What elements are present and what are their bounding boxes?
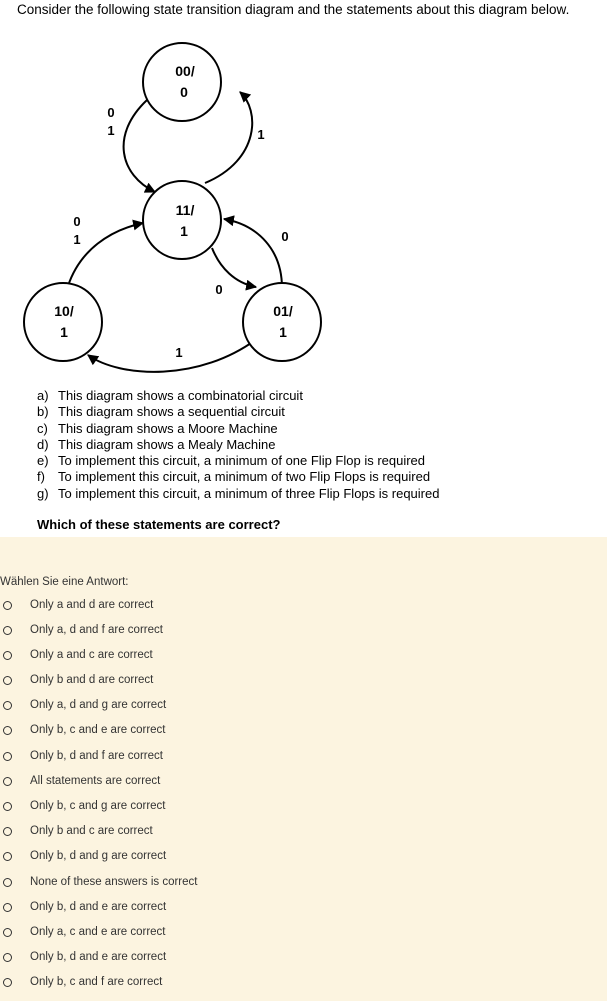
radio-button[interactable] xyxy=(3,651,12,660)
edge-s00-s11-left xyxy=(124,100,155,192)
state-01 xyxy=(243,283,321,361)
answer-option[interactable]: Only b, d and g are correct xyxy=(0,845,300,867)
answer-option[interactable]: Only b, d and f are correct xyxy=(0,745,300,767)
state-00 xyxy=(143,43,221,121)
state-11-output: 1 xyxy=(180,223,188,239)
answer-option[interactable]: Only a and d are correct xyxy=(0,594,300,616)
answer-option[interactable]: Only b, c and f are correct xyxy=(0,971,300,993)
edge-label: 1 xyxy=(73,232,81,247)
edge-s01-s10 xyxy=(88,338,258,372)
radio-button[interactable] xyxy=(3,601,12,610)
answer-option[interactable]: Only b, d and e are correct xyxy=(0,946,300,968)
answer-option[interactable]: Only b, d and e are correct xyxy=(0,896,300,918)
state-11-label: 11/ xyxy=(175,202,195,218)
statement-item: a) This diagram shows a combinatorial circuit xyxy=(37,388,303,403)
radio-button[interactable] xyxy=(3,978,12,987)
answer-option[interactable]: Only b and d are correct xyxy=(0,669,300,691)
radio-button[interactable] xyxy=(3,777,12,786)
state-01-output: 1 xyxy=(279,324,287,340)
state-01-label: 01/ xyxy=(273,303,293,319)
state-00-label: 00/ xyxy=(175,63,195,79)
answer-option[interactable]: None of these answers is correct xyxy=(0,871,300,893)
state-transition-diagram xyxy=(0,0,607,390)
statement-item: f) To implement this circuit, a minimum of two Flip Flops is required xyxy=(37,469,431,485)
statement-item: d) This diagram shows a Mealy Machine xyxy=(37,436,276,452)
answer-option[interactable]: All statements are correct xyxy=(0,770,300,792)
answer-option[interactable]: Only a, d and g are correct xyxy=(0,694,300,716)
edge-label: 0 xyxy=(215,282,223,297)
answer-option[interactable]: Only a and c are correct xyxy=(0,644,300,666)
statement-item: g) To implement this circuit, a minimum of three Flip Flops is required xyxy=(37,485,440,501)
edge-label: 1 xyxy=(175,345,183,360)
radio-button[interactable] xyxy=(3,903,12,912)
answer-option[interactable]: Only b, c and e are correct xyxy=(0,719,300,741)
radio-button[interactable] xyxy=(3,827,12,836)
radio-button[interactable] xyxy=(3,701,12,710)
edge-label: 0 xyxy=(107,105,115,120)
state-10 xyxy=(24,283,102,361)
state-10-output: 1 xyxy=(60,324,68,340)
radio-button[interactable] xyxy=(3,802,12,811)
state-00-output: 0 xyxy=(180,84,188,100)
answer-option[interactable]: Only b, c and g are correct xyxy=(0,795,300,817)
radio-button[interactable] xyxy=(3,878,12,887)
question-text: Consider the following state transition diagram and the statements about this diagram below. xyxy=(17,2,570,17)
statement-item: b) This diagram shows a sequential circuit xyxy=(37,404,285,420)
state-11 xyxy=(143,181,221,259)
edge-label: 1 xyxy=(107,123,115,138)
radio-button[interactable] xyxy=(3,676,12,685)
answer-area xyxy=(0,537,607,1001)
edge-label: 0 xyxy=(73,214,81,229)
edge-label: 0 xyxy=(281,229,289,244)
statement-item: c) This diagram shows a Moore Machine xyxy=(37,420,278,436)
radio-button[interactable] xyxy=(3,852,12,861)
radio-button[interactable] xyxy=(3,928,12,937)
question-ask: Which of these statements are correct? xyxy=(37,517,281,532)
answer-prompt: Wählen Sie eine Antwort: xyxy=(0,576,129,588)
statement-list xyxy=(37,388,439,502)
radio-button[interactable] xyxy=(3,626,12,635)
radio-button[interactable] xyxy=(3,752,12,761)
answer-option[interactable]: Only a, c and e are correct xyxy=(0,921,300,943)
edge-label: 1 xyxy=(257,127,265,142)
answer-option[interactable]: Only a, d and f are correct xyxy=(0,619,300,641)
radio-button[interactable] xyxy=(3,726,12,735)
radio-button[interactable] xyxy=(3,953,12,962)
answer-option[interactable]: Only b and c are correct xyxy=(0,820,300,842)
state-10-label: 10/ xyxy=(54,303,74,319)
statement-item: e) To implement this circuit, a minimum of one Flip Flop is required xyxy=(37,453,426,469)
